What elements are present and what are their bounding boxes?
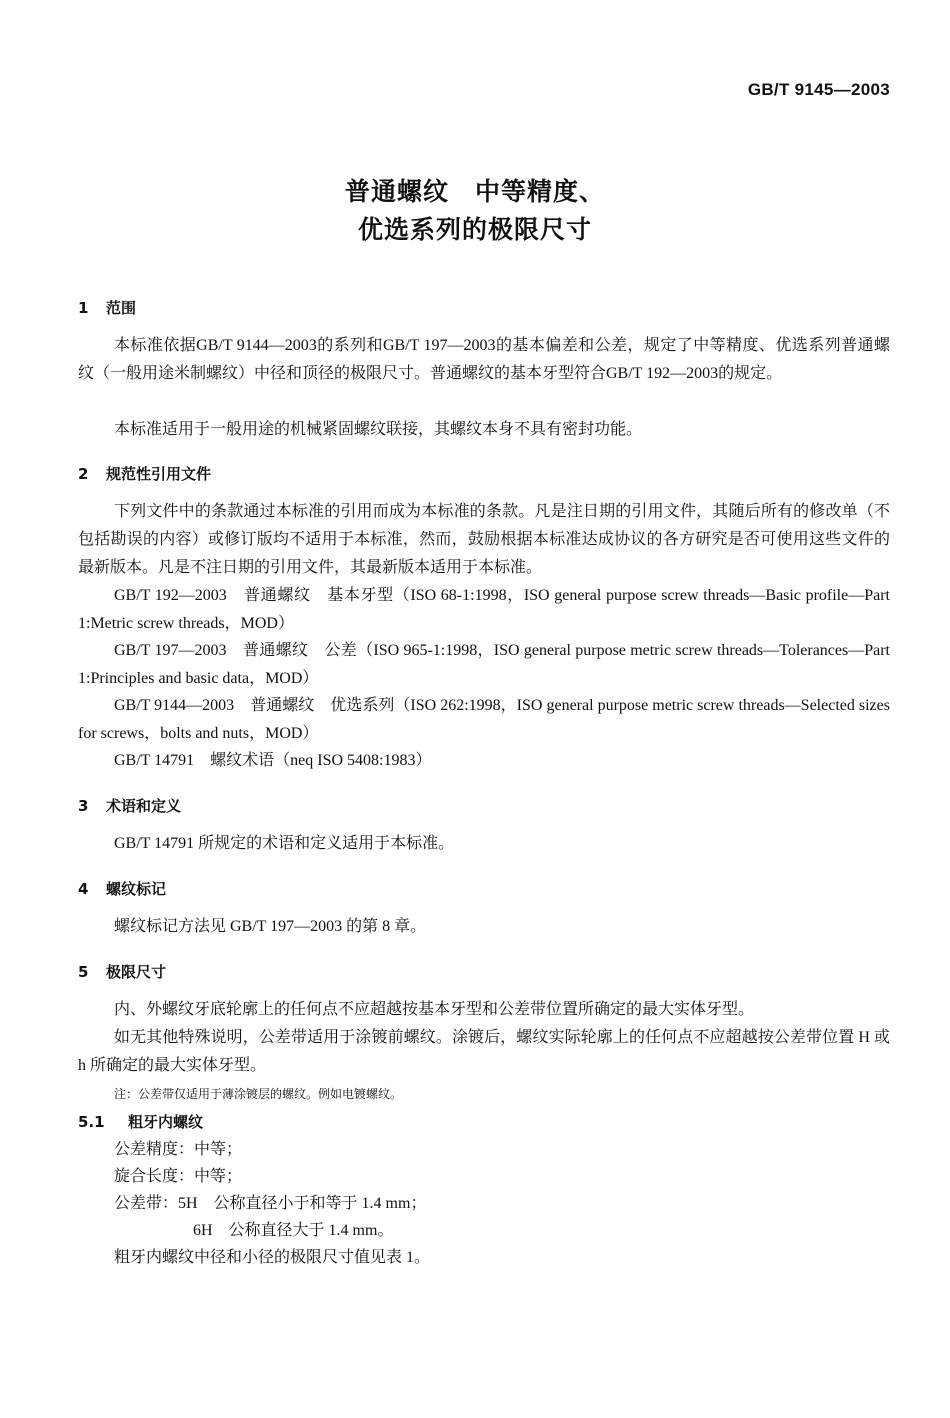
- section-number: 1: [78, 299, 89, 317]
- section-number: 4: [78, 880, 89, 898]
- section-title: 术语和定义: [106, 797, 182, 815]
- section-3-heading: [78, 795, 181, 816]
- section-title: 规范性引用文件: [106, 465, 212, 483]
- section-5-heading: [78, 961, 166, 982]
- section-4-paragraph-1: 螺纹标记方法见 GB/T 197—2003 的第 8 章。: [114, 918, 427, 935]
- section-2-paragraph-1: 下列文件中的条款通过本标准的引用而成为本标准的条款。凡是注日期的引用文件，其随后所有的修改单（不包括勘误的内容）或修订版均不适用于本标准，然而，鼓励根据本标准达成协议的各方研究是否可使用这些文件的最新版本。凡是不注日期的引用文件，其最新版本适用于本标准。: [78, 503, 890, 576]
- standard-code: GB/T 9145—2003: [747, 80, 890, 99]
- section-title: 螺纹标记: [106, 880, 167, 898]
- reference-gbt-14791: GB/T 14791 螺纹术语（neq ISO 5408:1983）: [114, 752, 432, 769]
- section-number: 3: [78, 797, 89, 815]
- section-4-heading: [78, 878, 166, 899]
- section-1-paragraph-1: 本标准依据GB/T 9144—2003的系列和GB/T 197—2003的基本偏差和公差，规定了中等精度、优选系列普通螺纹（一般用途米制螺纹）中径和顶径的极限尺寸。普通螺纹的基本牙型符合GB/T 192—2003的规定。: [78, 337, 890, 382]
- subsection-5-1-heading: [78, 1111, 203, 1132]
- tolerance-quality-line: 公差精度：中等；: [114, 1141, 243, 1158]
- section-5-paragraph-1: 内、外螺纹牙底轮廓上的任何点不应超越按基本牙型和公差带位置所确定的最大实体牙型。: [114, 1001, 755, 1018]
- section-2-heading: [78, 463, 211, 484]
- section-5-note: 注：公差带仅适用于薄涂镀层的螺纹。例如电镀螺纹。: [114, 1087, 403, 1101]
- document-title-line-2: 优选系列的极限尺寸: [357, 215, 592, 244]
- section-1-paragraph-2: 本标准适用于一般用途的机械紧固螺纹联接，其螺纹本身不具有密封功能。: [114, 421, 643, 438]
- reference-gbt-9144: GB/T 9144—2003 普通螺纹 优选系列（ISO 262:1998，ISO general purpose metric screw threads—Selected sizes for screws，bolts and nuts，MOD）: [78, 697, 890, 742]
- subsection-title: 粗牙内螺纹: [128, 1113, 204, 1131]
- reference-gbt-192: GB/T 192—2003 普通螺纹 基本牙型（ISO 68-1:1998，ISO general purpose screw threads—Basic profile—Part 1:Metric screw threads，MOD）: [78, 587, 890, 632]
- section-3-paragraph-1: GB/T 14791 所规定的术语和定义适用于本标准。: [114, 835, 455, 852]
- section-5-paragraph-2: 如无其他特殊说明，公差带适用于涂镀前螺纹。涂镀后，螺纹实际轮廓上的任何点不应超越按公差带位置 H 或 h 所确定的最大实体牙型。: [78, 1029, 890, 1074]
- tolerance-class-5h-line: 公差带：5H 公称直径小于和等于 1.4 mm；: [114, 1195, 427, 1212]
- length-of-engagement-line: 旋合长度：中等；: [114, 1168, 243, 1185]
- tolerance-class-6h-line: 6H 公称直径大于 1.4 mm。: [193, 1222, 394, 1239]
- table-1-reference-line: 粗牙内螺纹中径和小径的极限尺寸值见表 1。: [114, 1249, 431, 1266]
- section-number: 2: [78, 465, 89, 483]
- section-title: 极限尺寸: [106, 963, 167, 981]
- section-1-heading: [78, 297, 136, 318]
- subsection-number: 5.1: [78, 1113, 105, 1131]
- document-title-line-1: 普通螺纹 中等精度、: [344, 177, 605, 206]
- reference-gbt-197: GB/T 197—2003 普通螺纹 公差（ISO 965-1:1998，ISO general purpose metric screw threads—Tolerances—Part 1:Principles and basic data，MOD）: [78, 642, 890, 687]
- section-title: 范围: [106, 299, 137, 317]
- section-number: 5: [78, 963, 89, 981]
